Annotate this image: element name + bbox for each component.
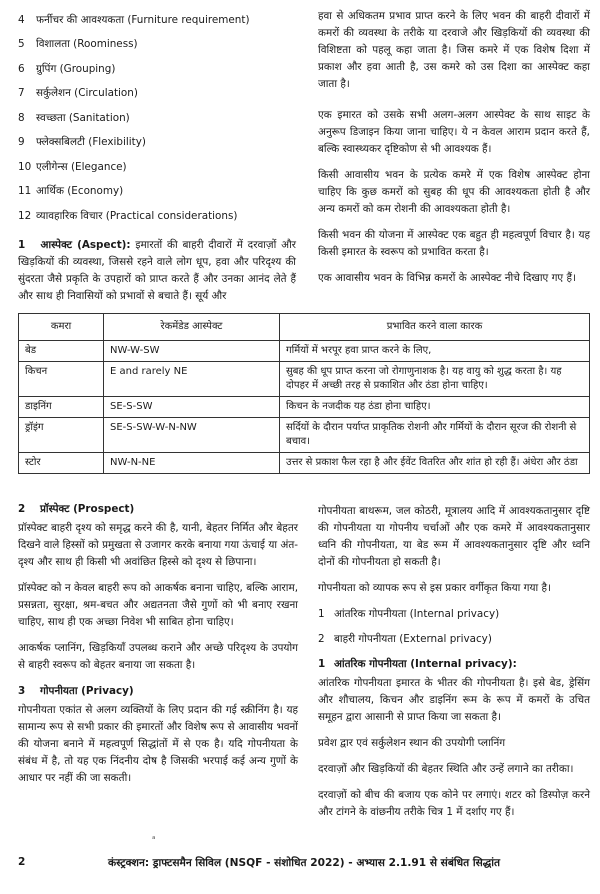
aspect-heading: आस्पेक्ट (Aspect): — [40, 238, 131, 251]
right-bottom-column — [318, 503, 590, 830]
cell-room: स्टोर — [19, 453, 104, 474]
right-top-column — [318, 8, 590, 296]
privacy-heading: 3 गोपनीयता (Privacy) — [18, 685, 134, 697]
paragraph: हवा से अधिकतम प्रभाव प्राप्त करने के लिए भवन की बाहरी दीवारों में कमरों की व्यवस्था के तरीके या दरवाजे और खिड़कियों की व्यवस्था की विशिष्टता को पहलू कहा जाता है। जिस कमरे में एक विशेष दिशा में प्रकाश और हवा आती है, उस कमरे को उस दिशा का आस्पेक्ट कहा जाता है। — [318, 10, 590, 90]
paragraph: गोपनीयता को व्यापक रूप से इस प्रकार वर्गीकृत किया गया है। — [318, 582, 551, 594]
table-row — [19, 418, 590, 453]
aspect-paragraph — [18, 237, 296, 305]
paragraph: किसी भवन की योजना में आस्पेक्ट एक बहुत ही महत्वपूर्ण विचार है। यह किसी इमारत के स्वरूप को प्रभावित करता है। — [318, 229, 590, 258]
paragraph: आकर्षक प्लानिंग, खिड़कियाँ उपलब्ध कराने और अच्छे परिदृश्य के उपयोग से बाहरी स्वरूप को बेहतर बनाया जा सकता है। — [18, 642, 298, 671]
privacy-types-list — [318, 606, 590, 648]
cell-factor: किचन के नजदीक यह ठंडा होना चाहिए। — [280, 397, 590, 418]
prospect-heading: 2 प्रॉस्पेक्ट (Prospect) — [18, 503, 135, 515]
list-item: 11 आर्थिक (Economy) — [18, 185, 124, 198]
header-recommended-aspect: रेकमेंडेड आस्पेक्ट — [104, 314, 280, 341]
cell-factor: गर्मियों में भरपूर हवा प्राप्त करने के लिए, — [280, 341, 590, 362]
internal-privacy-heading: 1 आंतरिक गोपनीयता (Internal privacy): — [318, 658, 517, 670]
footer-title: कंस्ट्रक्शन: ड्राफ्टसमैन सिविल (NSQF - संशोधित 2022) - अभ्यास 2.1.91 से संबंधित सिद्धांत — [108, 857, 501, 869]
list-item: 1 आंतरिक गोपनीयता (Internal privacy) — [318, 608, 500, 620]
paragraph: एक आवासीय भवन के विभिन्न कमरों के आस्पेक्ट नीचे दिखाए गए हैं। — [318, 272, 576, 284]
paragraph: गोपनीयता एकांत से अलग व्यक्तियों के लिए प्रदान की गई स्क्रीनिंग है। यह सामान्य रूप से सभी प्रकार की इमारतों और विशेष रूप से आवासीय भवनों की योजना बनाने में महत्वपूर्ण सिद्धांतों में से एक है। यदि गोपनीयता के संबंध में है, तो यह एक निंदनीय दोष है जिसकी भरपाई कई अन्य गुणों के आधार पर नहीं की जा सकती। — [18, 704, 298, 784]
cell-factor: सर्दियों के दौरान पर्याप्त प्राकृतिक रोशनी और गर्मियों के दौरान सूरज की रोशनी से बचाव। — [280, 418, 590, 453]
table-row — [19, 397, 590, 418]
header-factor: प्रभावित करने वाला कारक — [280, 314, 590, 341]
aspect-table — [18, 313, 590, 474]
list-item: 10 एलीगेन्स (Elegance) — [18, 160, 127, 173]
list-item: 4 फर्नीचर की आवश्यकता (Furniture requirement) — [18, 13, 250, 26]
header-room: कमरा — [19, 314, 104, 341]
aspect-number: 1 — [18, 238, 26, 251]
aspect-text: इमारतों की बाहरी दीवारों में दरवाज़ों और खिड़कियों की व्यवस्था, जिससे रहने वाले लोग धूप, हवा और परिदृश्य की सुंदरता जैसे प्रकृति के उपहारों को प्राप्त करते हैं और उनका आनंद लेते हैं और साथ ही निवासियों को प्रभावों से बचाते हैं। सूर्य और — [18, 238, 296, 302]
list-item: 12 व्यावहारिक विचार (Practical considerations) — [18, 209, 238, 222]
left-top-column — [18, 8, 296, 314]
print-mark: ᵃ — [152, 835, 156, 845]
table-row — [19, 362, 590, 397]
cell-room: बेड — [19, 341, 104, 362]
list-item: 9 फ्लेक्सबिलटी (Flexibility) — [18, 136, 146, 149]
table-row — [19, 341, 590, 362]
cell-factor: सुबह की धूप प्राप्त करना जो रोगाणुनाशक है। यह वायु को शुद्ध करता है। यह दोपहर में अच्छी तरह से प्रकाशित और ठंडा होना चाहिए। — [280, 362, 590, 397]
requirements-list — [18, 8, 296, 229]
page-number: 2 — [18, 856, 26, 868]
paragraph: किसी आवासीय भवन के प्रत्येक कमरे में एक विशेष आस्पेक्ट होना चाहिए कि कुछ कमरों को सुबह की धूप की आवश्यकता होती है और अन्य कमरों को कम रोशनी की आवश्यकता होती है। — [318, 169, 590, 215]
list-item: 2 बाहरी गोपनीयता (External privacy) — [318, 633, 492, 645]
cell-aspect: NW-N-NE — [104, 453, 280, 474]
table-row — [19, 453, 590, 474]
list-item: 5 विशालता (Roominess) — [18, 38, 138, 51]
cell-factor: उत्तर से प्रकाश फैल रहा है और ईवेंट वितरित और शांत हो रही हैं। अंधेरा और ठंडा — [280, 453, 590, 474]
paragraph: प्रवेश द्वार एवं सर्कुलेशन स्थान की उपयोगी प्लानिंग — [318, 737, 506, 749]
cell-aspect: E and rarely NE — [104, 362, 280, 397]
cell-aspect: SE-S-SW — [104, 397, 280, 418]
cell-room: डाइनिंग — [19, 397, 104, 418]
paragraph: आंतरिक गोपनीयता इमारत के भीतर की गोपनीयता है। इसे बेड, ड्रेसिंग और शौचालय, किचन और डाइनिंग रूम के रूप में कमरों के उचित समूहन द्वारा आसानी से प्राप्त किया जा सकता है। — [318, 677, 590, 723]
cell-aspect: NW-W-SW — [104, 341, 280, 362]
paragraph: प्रॉस्पेक्ट को न केवल बाहरी रूप को आकर्षक बनाना चाहिए, बल्कि आराम, प्रसन्नता, सुरक्षा, श्रम-बचत और अद्यतनता जैसे गुणों को भी बनाए रखना चाहिए, साथ ही एक अच्छा निवेश भी साबित होना चाहिए। — [18, 582, 298, 628]
left-bottom-column — [18, 495, 298, 796]
list-item: 6 ग्रुपिंग (Grouping) — [18, 62, 116, 75]
paragraph: दरवाज़ों और खिड़कियों की बेहतर स्थिति और उन्हें लगाने का तरीका। — [318, 763, 574, 775]
paragraph: गोपनीयता बाथरूम, जल कोठरी, मूत्रालय आदि में आवश्यकतानुसार दृष्टि की गोपनीयता या गोपनीय चर्चाओं और एक कमरे में आवश्यकतानुसार ध्वनि की गोपनीयता, या बेड रूम में आवश्यकतानुसार दृष्टि और ध्वनि दोनों की गोपनीयता हो सकती है। — [318, 505, 590, 568]
table-header-row — [19, 314, 590, 341]
cell-room: ड्रॉइंग — [19, 418, 104, 453]
paragraph: एक इमारत को उसके सभी अलग-अलग आस्पेक्ट के साथ साइट के अनुरूप डिजाइन किया जाना चाहिए। ये न केवल आराम प्रदान करते हैं, बल्कि स्वास्थ्यकर दृष्टिकोण से भी आवश्यक हैं। — [318, 109, 590, 155]
paragraph: दरवाज़ों को बीच की बजाय एक कोने पर लगाएं। शटर को डिस्पोज़ करने और टांगने के वांछनीय तरीके चित्र 1 में दर्शाए गए हैं। — [318, 789, 590, 818]
list-item: 7 सर्कुलेशन (Circulation) — [18, 87, 138, 100]
cell-aspect: SE-S-SW-W-N-NW — [104, 418, 280, 453]
cell-room: किचन — [19, 362, 104, 397]
list-item: 8 स्वच्छता (Sanitation) — [18, 111, 130, 124]
paragraph: प्रॉस्पेक्ट बाहरी दृश्य को समृद्ध करने की है, यानी, बेहतर निर्मित और बेहतर दिखने वाले हिस्सों को प्रमुखता से उजागर करके बनाया गया ऊंचाई या अंत-दृश्य और साथ ही किसी भी अवांछित हिस्से को दृश्य से छिपाना। — [18, 522, 298, 568]
